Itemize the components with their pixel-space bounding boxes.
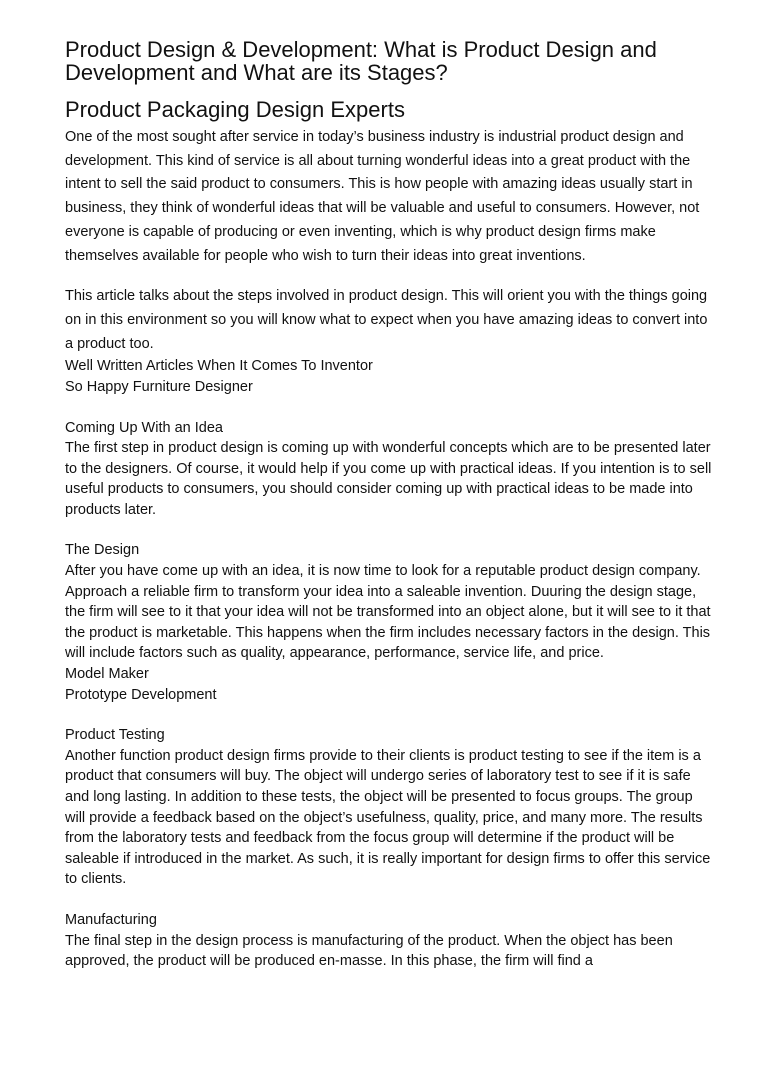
section-body-manufacturing: The final step in the design process is manufacturing of the product. When the object has been approved, the product will be produced en-masse. In this phase, the firm will find a	[65, 932, 673, 970]
article-paragraph: This article talks about the steps involved in product design. This will orient you with the things going on in this environment so you will know what to expect when you have amazing ideas to convert into a product too.	[65, 288, 708, 352]
document-title: Product Design & Development: What is Product Design and Development and What are its Stages?	[65, 37, 657, 85]
section-heading-idea: Coming Up With an Idea	[65, 419, 223, 436]
section-body-testing: Another function product design firms provide to their clients is product testing to see if the item is a product that consumers will buy. The object will undergo series of laboratory test to see if it is safe and long lasting. In addition to these tests, the object will be presented to focus groups. The group will provide a feedback based on the object’s usefulness, quality, price, and many more. The results from the laboratory tests and feedback from the focus group will determine if the product will be saleable if introduced in the market. As such, it is really important for design firms to offer this service to clients.	[65, 747, 711, 888]
related-link-furniture[interactable]: So Happy Furniture Designer	[65, 378, 253, 395]
section-body-idea: The first step in product design is coming up with wonderful concepts which are to be presented later to the designers. Of course, it would help if you come up with practical ideas. If you intention is to sell useful products to consumers, you should consider coming up with practical ideas to be made into products later.	[65, 440, 712, 518]
section-heading-design: The Design	[65, 542, 140, 559]
section-heading-manufacturing: Manufacturing	[65, 911, 157, 928]
section-heading-testing: Product Testing	[65, 727, 165, 744]
related-link-model-maker[interactable]: Model Maker	[65, 666, 149, 683]
intro-paragraph: One of the most sought after service in today’s business industry is industrial product design and development. This kind of service is all about turning wonderful ideas into a great product with the intent to sell the said product to consumers. This is how people with amazing ideas usually start in business, they think of wonderful ideas that will be valuable and useful to consumers. However, not everyone is capable of producing or even inventing, which is why product design firms make themselves available for people who wish to turn their ideas into great inventions.	[65, 129, 700, 264]
section-body-design: After you have come up with an idea, it is now time to look for a reputable product design company. Approach a reliable firm to transform your idea into a saleable invention. Duuring the design stage, the firm will see to it that your idea will not be transformed into an object alone, but it will see to it that the product is marketable. This happens when the firm includes necessary factors in the design. This will include factors such as quality, appearance, performance, service life, and price.	[65, 563, 711, 662]
document-page	[65, 38, 715, 972]
document-subtitle: Product Packaging Design Experts	[65, 97, 405, 122]
related-link-prototype[interactable]: Prototype Development	[65, 686, 217, 703]
related-link-inventor[interactable]: Well Written Articles When It Comes To Inventor	[65, 358, 373, 375]
